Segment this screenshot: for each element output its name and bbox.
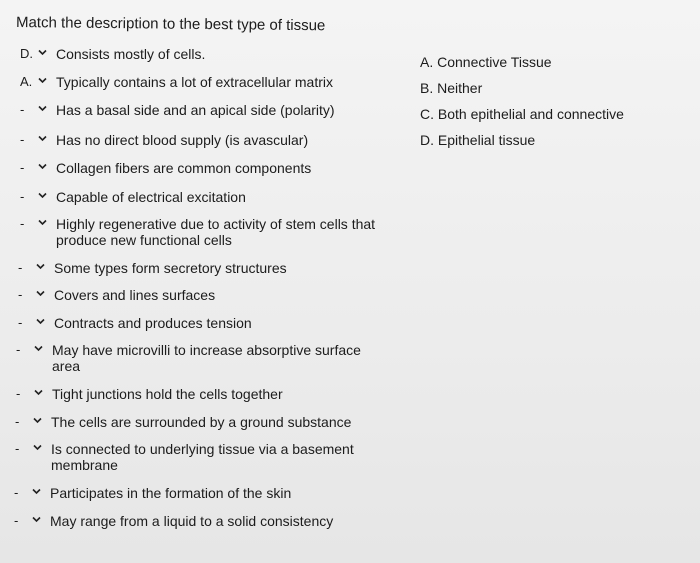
chevron-down-icon [33,417,41,425]
question-text: May have microvilli to increase absorptive surface area [52,342,361,374]
question-row-8 [18,260,287,276]
dropdown-value: - [14,513,19,528]
answer-dropdown-10[interactable] [18,315,46,331]
dropdown-value: A. [20,74,33,89]
answer-dropdown-6[interactable] [20,189,48,205]
answer-dropdown-3[interactable] [20,102,48,118]
question-text: Tight junctions hold the cells together [52,386,283,402]
chevron-down-icon [34,389,42,397]
answer-dropdown-9[interactable] [18,287,46,303]
chevron-down-icon [38,135,46,143]
dropdown-value: - [20,102,25,117]
question-text: Is connected to underlying tissue via a basement membrane [51,441,354,473]
answer-dropdown-13[interactable] [15,414,43,430]
question-text: Covers and lines surfaces [54,287,216,303]
question-text: Capable of electrical excitation [56,189,246,205]
dropdown-value: - [18,315,23,330]
question-text: Contracts and produces tension [54,315,252,331]
dropdown-value: - [18,287,23,302]
dropdown-value: D. [20,46,33,61]
question-row-1 [20,46,205,62]
answer-dropdown-8[interactable] [18,260,46,276]
question-row-6 [20,189,246,205]
dropdown-value: - [14,485,19,500]
answer-option-b: B. Neither [420,80,483,96]
dropdown-value: - [20,160,25,175]
chevron-down-icon [38,77,46,85]
answer-dropdown-2[interactable] [20,74,48,90]
answer-dropdown-1[interactable] [20,46,48,62]
dropdown-value: - [20,189,25,204]
chevron-down-icon [38,49,46,57]
question-row-9 [18,287,215,303]
question-text: Has no direct blood supply (is avascular) [56,132,309,148]
question-row-3 [20,102,335,118]
dropdown-value: - [16,342,21,357]
question-row-4 [20,132,308,148]
dropdown-value: - [20,216,25,231]
question-row-11 [16,342,392,374]
question-text: The cells are surrounded by a ground substance [51,414,352,430]
answer-dropdown-14[interactable] [15,441,43,457]
answer-option-c: C. Both epithelial and connective [420,106,624,122]
question-row-13 [15,414,351,430]
question-row-5 [20,160,311,176]
question-row-12 [16,386,283,402]
chevron-down-icon [33,444,41,452]
answer-dropdown-7[interactable] [20,216,48,232]
answer-dropdown-5[interactable] [20,160,48,176]
question-text: May range from a liquid to a solid consistency [50,513,334,529]
chevron-down-icon [38,219,46,227]
dropdown-value: - [20,132,25,147]
question-text: Consists mostly of cells. [56,46,206,62]
chevron-down-icon [38,192,46,200]
question-text: Typically contains a lot of extracellular matrix [56,74,333,90]
answer-dropdown-16[interactable] [14,513,42,529]
chevron-down-icon [36,290,44,298]
question-text: Highly regenerative due to activity of stem cells that produce new functional cells [56,216,376,248]
question-row-2 [20,74,333,90]
chevron-down-icon [38,105,46,113]
chevron-down-icon [36,318,44,326]
question-row-10 [18,315,252,331]
chevron-down-icon [34,345,42,353]
answer-dropdown-11[interactable] [16,342,44,358]
question-text: Collagen fibers are common components [56,160,312,176]
chevron-down-icon [36,263,44,271]
answer-option-a: A. Connective Tissue [420,54,552,70]
question-row-15 [14,485,291,501]
question-text: Participates in the formation of the skin [50,485,292,501]
answer-dropdown-15[interactable] [14,485,42,501]
dropdown-value: - [16,386,21,401]
question-row-7 [20,216,396,248]
chevron-down-icon [38,163,46,171]
question-row-14 [15,441,391,473]
dropdown-value: - [15,441,20,456]
chevron-down-icon [32,488,40,496]
dropdown-value: - [15,414,20,429]
answer-dropdown-4[interactable] [20,132,48,148]
dropdown-value: - [18,260,23,275]
answer-dropdown-12[interactable] [16,386,44,402]
question-row-16 [14,513,333,529]
question-text: Some types form secretory structures [54,260,287,276]
page-title: Match the description to the best type of tissue [15,14,326,35]
answer-option-d: D. Epithelial tissue [420,132,536,148]
question-text: Has a basal side and an apical side (polarity) [56,102,335,118]
chevron-down-icon [32,516,40,524]
answer-key [420,54,624,158]
